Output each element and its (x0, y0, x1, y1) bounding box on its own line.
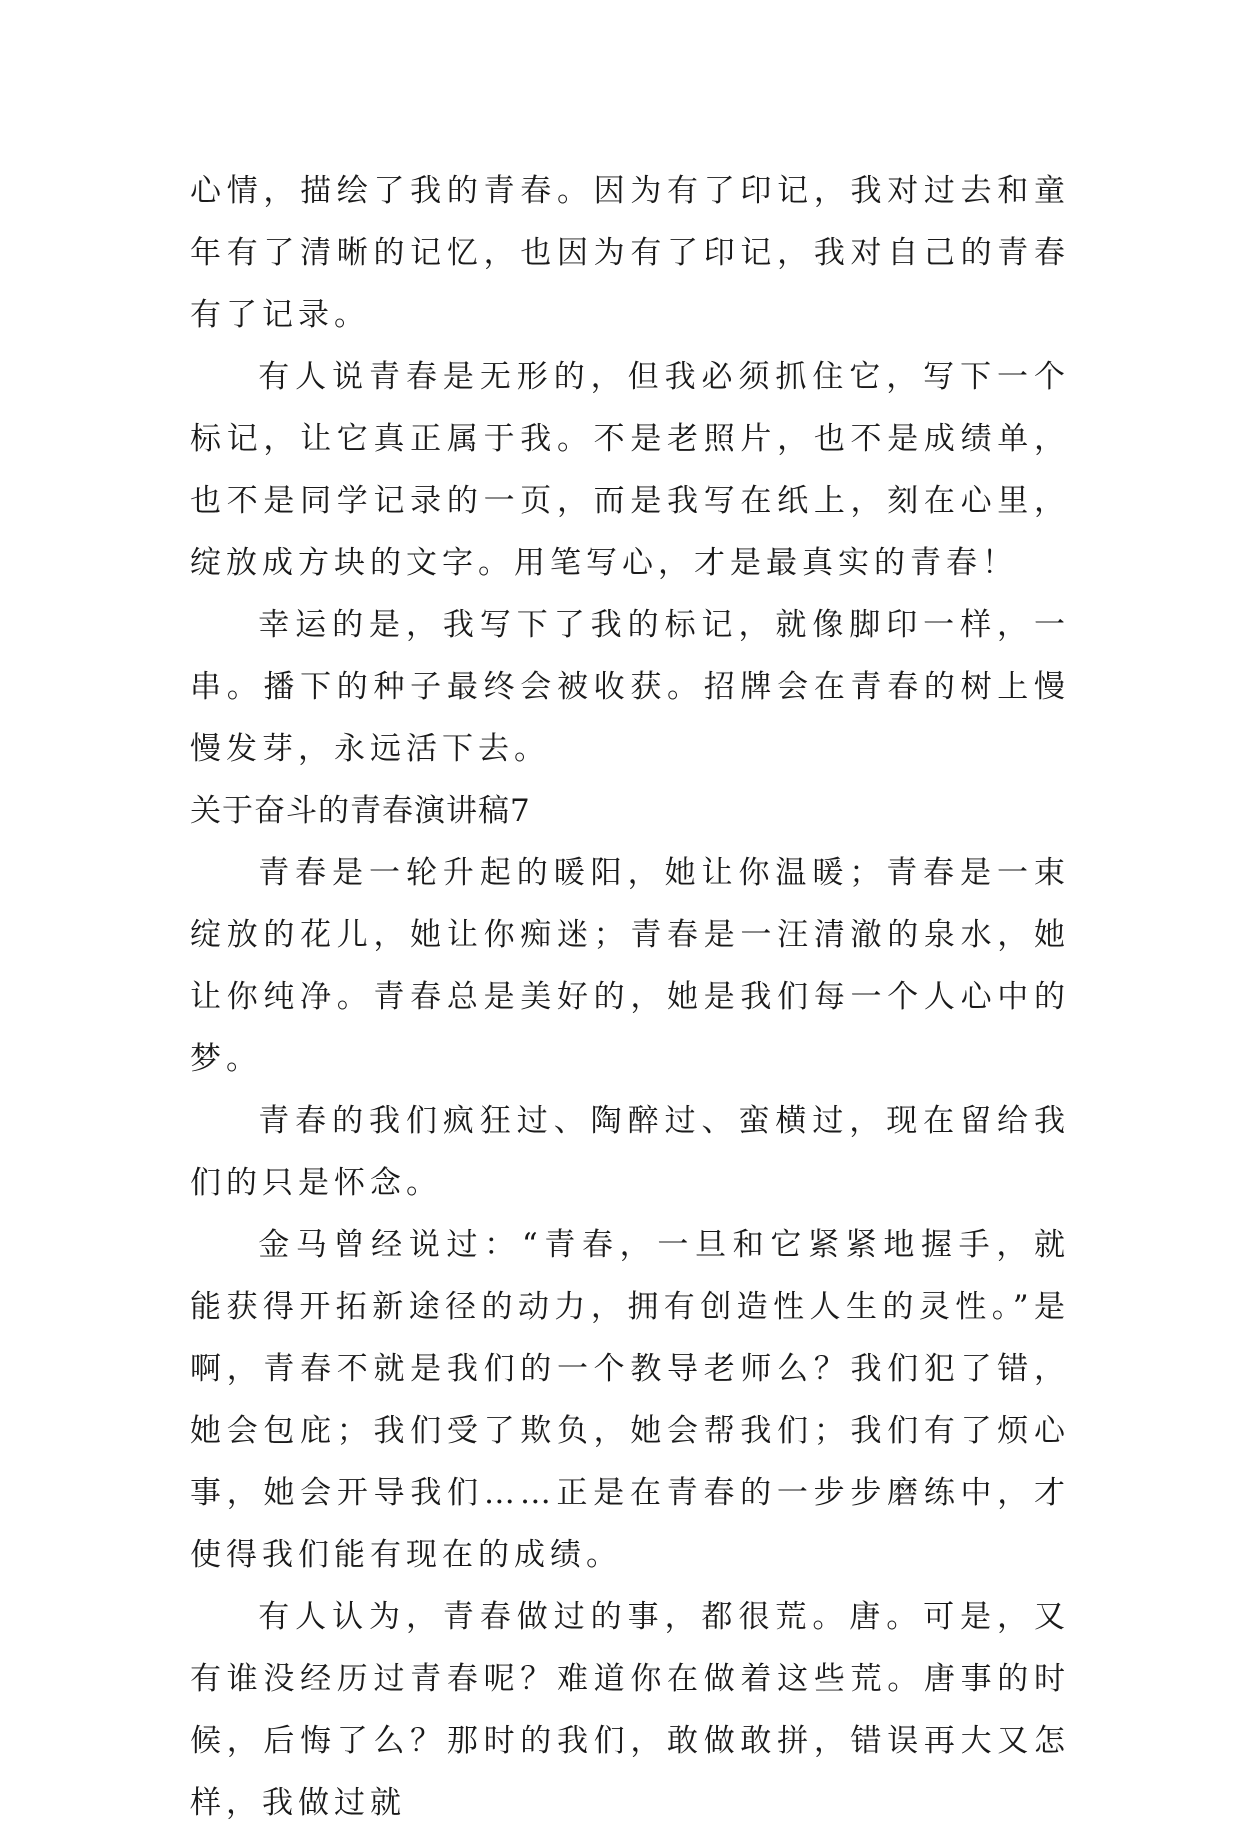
paragraph: 金马曾经说过：“青春，一旦和它紧紧地握手，就能获得开拓新途径的动力，拥有创造性人生的灵性。”是啊，青春不就是我们的一个教导老师么？我们犯了错，她会包庇；我们受了欺负，她会帮我们；我们有了烦心事，她会开导我们……正是在青春的一步步磨练中，才使得我们能有现在的成绩。 (190, 1227, 1070, 1573)
paragraph: 青春是一轮升起的暖阳，她让你温暖；青春是一束绽放的花儿，她让你痴迷；青春是一汪清澈的泉水，她让你纯净。青春总是美好的，她是我们每一个人心中的梦。 (190, 855, 1070, 1077)
paragraph: 有人认为，青春做过的事，都很荒。唐。可是，又有谁没经历过青春呢？难道你在做着这些荒。唐事的时候，后悔了么？那时的我们，敢做敢拼，错误再大又怎样，我做过就 (190, 1599, 1070, 1821)
paragraph: 幸运的是，我写下了我的标记，就像脚印一样，一串。播下的种子最终会被收获。招牌会在青春的树上慢慢发芽，永远活下去。 (190, 607, 1070, 767)
paragraph-continued: 心情，描绘了我的青春。因为有了印记，我对过去和童年有了清晰的记忆，也因为有了印记，我对自己的青春有了记录。 (190, 173, 1070, 333)
document-page (190, 160, 1070, 1834)
paragraph: 有人说青春是无形的，但我必须抓住它，写下一个标记，让它真正属于我。不是老照片，也不是成绩单，也不是同学记录的一页，而是我写在纸上，刻在心里，绽放成方块的文字。用笔写心，才是最真实的青春！ (190, 359, 1070, 581)
paragraph: 青春的我们疯狂过、陶醉过、蛮横过，现在留给我们的只是怀念。 (190, 1103, 1070, 1201)
section-heading: 关于奋斗的青春演讲稿7 (190, 793, 531, 829)
